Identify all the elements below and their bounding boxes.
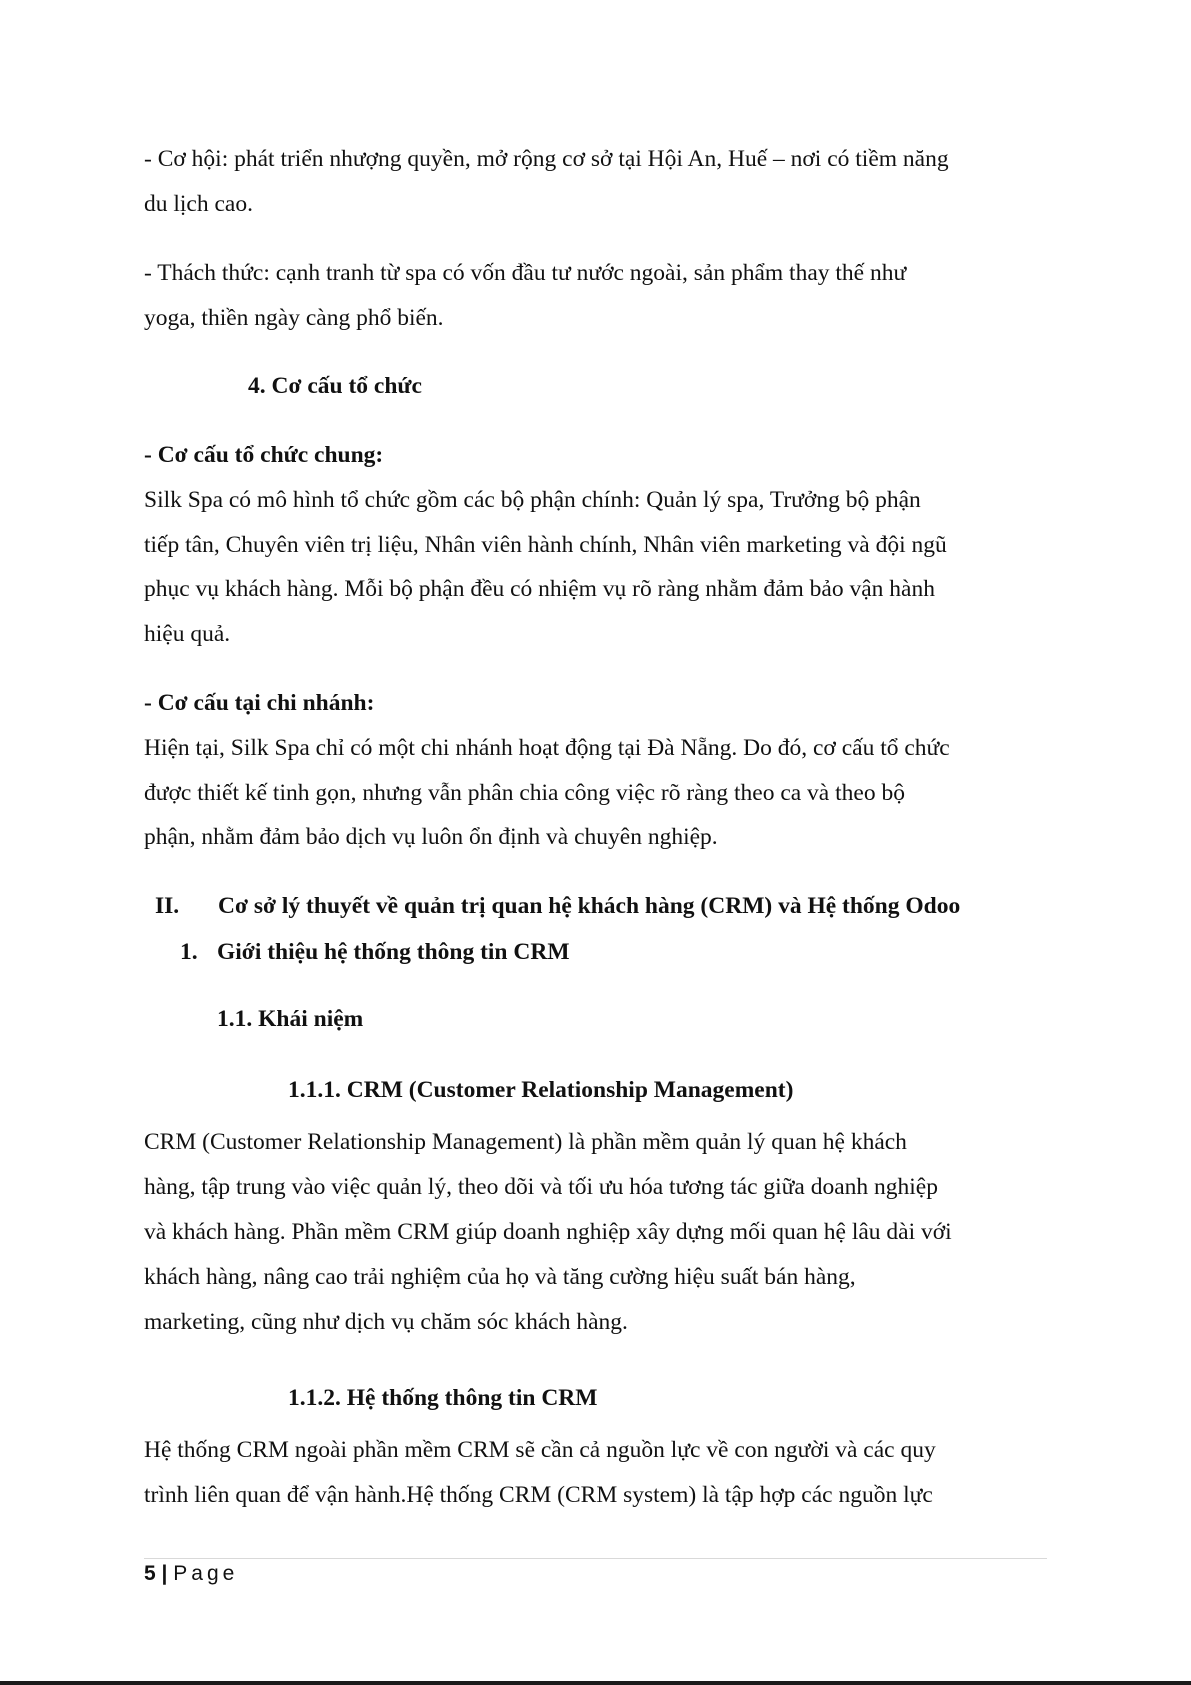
page-number: 5: [144, 1562, 156, 1585]
footer-separator: |: [161, 1562, 168, 1585]
paragraph-crm-line-1: CRM (Customer Relationship Management) là phần mềm quản lý quan hệ khách: [144, 1129, 907, 1155]
paragraph-challenge-line-1: - Thách thức: cạnh tranh từ spa có vốn đầu tư nước ngoài, sản phẩm thay thế như: [144, 260, 907, 286]
heading-concept: 1.1. Khái niệm: [217, 1006, 364, 1032]
heading-general-structure: - Cơ cấu tổ chức chung:: [144, 442, 384, 468]
paragraph-crm-line-3: và khách hàng. Phần mềm CRM giúp doanh nghiệp xây dựng mối quan hệ lâu dài với: [144, 1219, 952, 1245]
heading-section-1-number: 1.: [180, 939, 198, 965]
bottom-edge-bar: [0, 1681, 1191, 1685]
heading-section-ii-text: Cơ sở lý thuyết về quản trị quan hệ khách hàng (CRM) và Hệ thống Odoo: [218, 893, 961, 919]
paragraph-opportunity-line-1: - Cơ hội: phát triển nhượng quyền, mở rộng cơ sở tại Hội An, Huế – nơi có tiềm năng: [144, 146, 949, 172]
paragraph-crm-line-4: khách hàng, nâng cao trải nghiệm của họ và tăng cường hiệu suất bán hàng,: [144, 1264, 856, 1290]
paragraph-general-line-4: hiệu quả.: [144, 621, 231, 647]
paragraph-crm-system-line-2: trình liên quan để vận hành.Hệ thống CRM (CRM system) là tập hợp các nguồn lực: [144, 1482, 933, 1508]
page-label: Page: [173, 1562, 239, 1585]
footer-divider: [144, 1558, 1047, 1559]
heading-crm-system: 1.1.2. Hệ thống thông tin CRM: [288, 1385, 598, 1411]
heading-org-structure: 4. Cơ cấu tổ chức: [248, 373, 422, 399]
paragraph-branch-line-1: Hiện tại, Silk Spa chỉ có một chi nhánh hoạt động tại Đà Nẵng. Do đó, cơ cấu tổ chức: [144, 735, 950, 761]
paragraph-crm-line-2: hàng, tập trung vào việc quản lý, theo dõi và tối ưu hóa tương tác giữa doanh nghiệp: [144, 1174, 938, 1200]
paragraph-branch-line-2: được thiết kế tinh gọn, nhưng vẫn phân chia công việc rõ ràng theo ca và theo bộ: [144, 780, 905, 806]
paragraph-crm-line-5: marketing, cũng như dịch vụ chăm sóc khách hàng.: [144, 1309, 628, 1335]
paragraph-general-line-2: tiếp tân, Chuyên viên trị liệu, Nhân viên hành chính, Nhân viên marketing và đội ngũ: [144, 532, 947, 558]
page-footer: [144, 1561, 238, 1587]
paragraph-general-line-1: Silk Spa có mô hình tổ chức gồm các bộ phận chính: Quản lý spa, Trưởng bộ phận: [144, 487, 921, 513]
heading-section-1-text: Giới thiệu hệ thống thông tin CRM: [217, 939, 570, 965]
heading-branch-structure: - Cơ cấu tại chi nhánh:: [144, 690, 375, 716]
paragraph-challenge-line-2: yoga, thiền ngày càng phổ biến.: [144, 305, 444, 331]
paragraph-crm-system-line-1: Hệ thống CRM ngoài phần mềm CRM sẽ cần cả nguồn lực về con người và các quy: [144, 1437, 936, 1463]
paragraph-branch-line-3: phận, nhằm đảm bảo dịch vụ luôn ổn định và chuyên nghiệp.: [144, 824, 718, 850]
paragraph-opportunity-line-2: du lịch cao.: [144, 191, 253, 217]
heading-crm-definition: 1.1.1. CRM (Customer Relationship Management): [288, 1077, 794, 1103]
heading-section-ii-number: II.: [155, 893, 180, 919]
paragraph-general-line-3: phục vụ khách hàng. Mỗi bộ phận đều có nhiệm vụ rõ ràng nhằm đảm bảo vận hành: [144, 576, 935, 602]
